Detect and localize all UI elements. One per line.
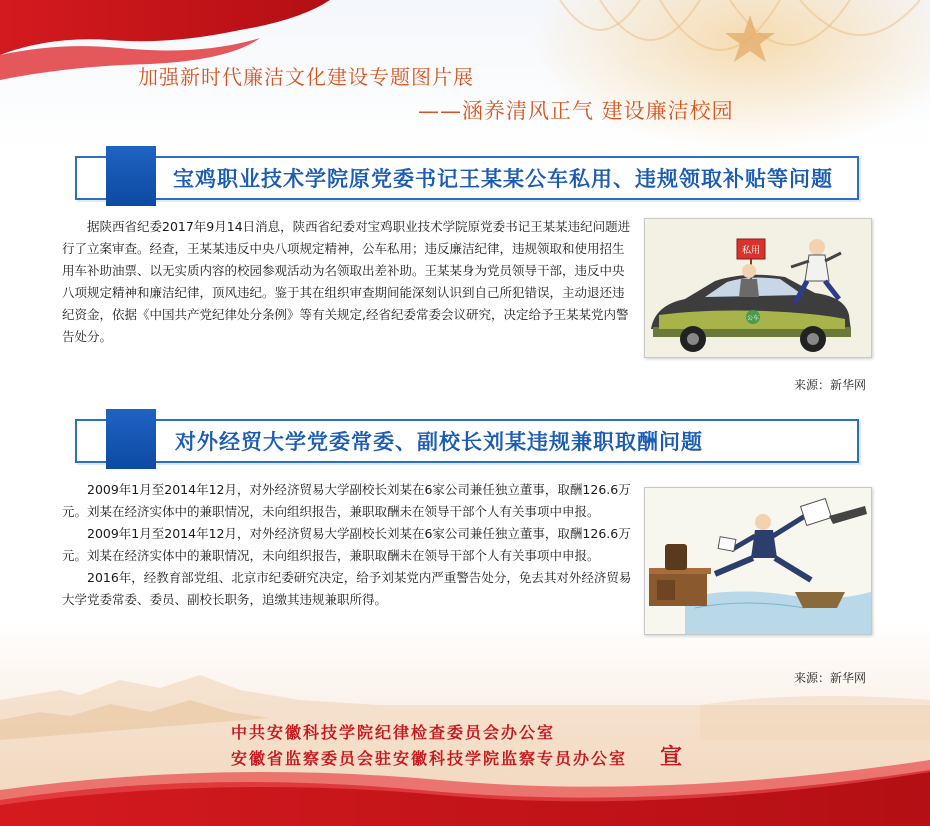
exhibition-subtitle: ——涵养清风正气 建设廉洁校园 — [418, 99, 734, 123]
exhibition-title: 加强新时代廉洁文化建设专题图片展 — [138, 65, 474, 89]
case-1-source: 来源：新华网 — [794, 378, 867, 392]
case-2-illustration — [644, 487, 872, 635]
car-door-label: 公车 — [746, 315, 760, 322]
part-time-job-cartoon-illustration — [645, 488, 871, 634]
case-2-source: 来源：新华网 — [794, 671, 867, 685]
case-1-paragraph: 据陕西省纪委2017年9月14日消息，陕西省纪委对宝鸡职业技术学院原党委书记王某某违纪问题进行了立案审查。经查，王某某违反中央八项规定精神，公车私用；违反廉洁纪律，违规领取和使用招生用车补助油票、以无实质内容的校园参观活动为名领取出差补助。王某某身为党员领导干部，违反中央八项规定精神和廉洁纪律，顶风违纪。鉴于其在组织审查期间能深刻认识到自己所犯错误，主动退还违纪资金，依据《中国共产党纪律处分条例》等有关规定,经省纪委常委会议研究，决定给予王某某党内警告处分。 — [62, 219, 631, 344]
case-2-paragraph-1: 2009年1月至2014年12月，对外经济贸易大学副校长刘某在6家公司兼任独立董事，取酬126.6万元。刘某在经济实体中的兼职情况，未向组织报告，兼职取酬未在领导干部个人有关事项中申报。 — [62, 482, 631, 519]
case-1-banner-block — [106, 146, 156, 206]
case-2-paragraph-3: 2016年，经教育部党组、北京市纪委研究决定，给予刘某党内严重警告处分，免去其对外经济贸易大学党委常委、委员、副校长职务，追缴其违规兼职所得。 — [62, 570, 632, 607]
footer-issuer-2: 安徽省监察委员会驻安徽科技学院监察专员办公室 — [231, 749, 628, 768]
case-2-body — [62, 479, 636, 611]
car-cartoon-illustration — [645, 219, 871, 357]
case-1-heading: 宝鸡职业技术学院原党委书记王某某公车私用、违规领取补贴等问题 — [173, 167, 833, 191]
case-2-banner-block — [106, 409, 156, 469]
case-2-paragraph-2: 2009年1月至2014年12月，对外经济贸易大学副校长刘某在6家公司兼任独立董事，取酬126.6万元。刘某在经济实体中的兼职情况，未向组织报告，兼职取酬未在领导干部个人有关事项中申报。 — [62, 526, 631, 563]
case-1-illustration — [644, 218, 872, 358]
private-use-sign-label: 私用 — [741, 246, 761, 256]
footer-issuer-1: 中共安徽科技学院纪律检查委员会办公室 — [231, 723, 556, 742]
footer-publicity-mark: 宣 — [660, 745, 683, 770]
case-2-heading: 对外经贸大学党委常委、副校长刘某违规兼职取酬问题 — [175, 430, 703, 454]
case-1-body — [62, 216, 636, 348]
